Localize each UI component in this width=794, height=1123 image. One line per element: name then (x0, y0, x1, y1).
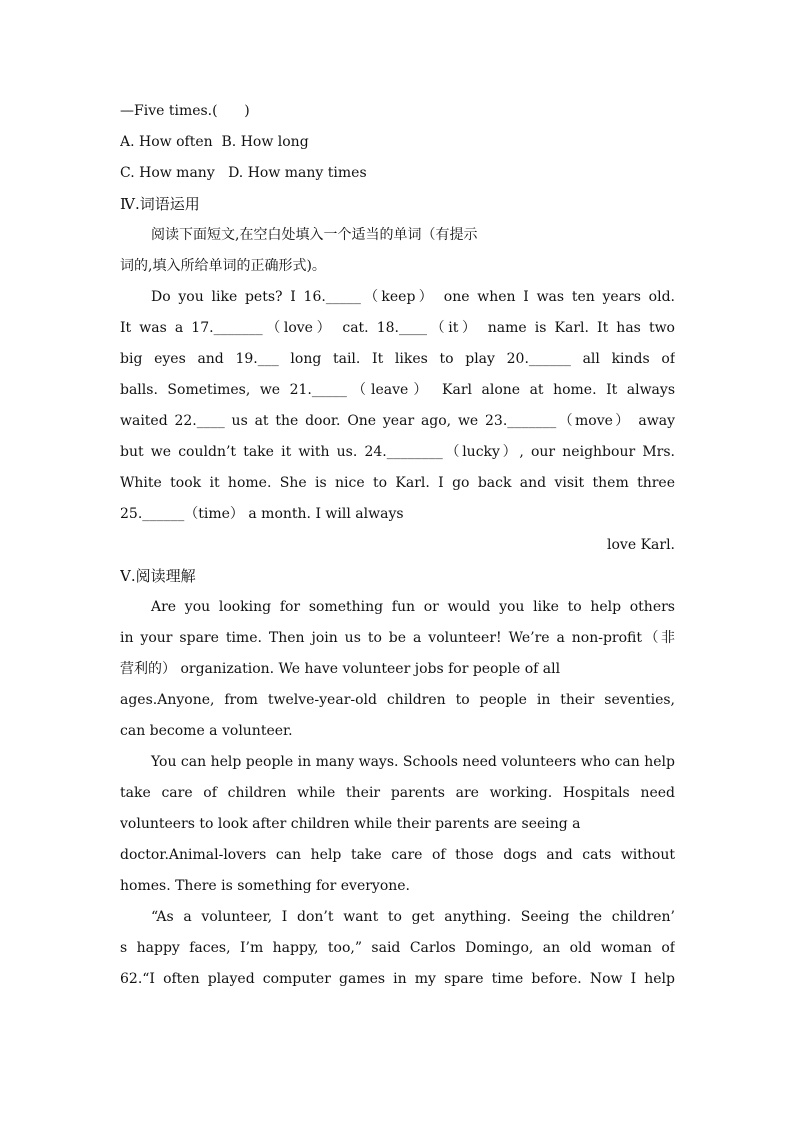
reading-line: ages.Anyone, from twelve-year-old children to people in their seventies, (120, 692, 675, 708)
passage-end: love Karl. (607, 537, 675, 553)
reading-line: 62.“I often played computer games in my spare time before. Now I help (120, 971, 675, 987)
reading-line: doctor.Animal-lovers can help take care of those dogs and cats without (120, 847, 675, 863)
section-4-heading: Ⅳ.词语运用 (120, 195, 200, 213)
section-4-instruction-line-2: 词的,填入所给单词的正确形式)。 (120, 258, 326, 274)
passage-line: but we couldn’t take it with us. 24.________（lucky）, our neighbour Mrs. (120, 444, 675, 460)
reading-line: “As a volunteer, I don’t want to get anything. Seeing the children’ (151, 909, 675, 925)
passage-line: Do you like pets? I 16._____（keep） one when I was ten years old. (151, 289, 675, 305)
section-5-heading: Ⅴ.阅读理解 (120, 567, 196, 585)
passage-line: big eyes and 19.___ long tail. It likes to play 20.______ all kinds of (120, 351, 675, 367)
answer-line: —Five times.( ) (120, 103, 250, 119)
section-4-instruction-line-1: 阅读下面短文,在空白处填入一个适当的单词（有提示 (151, 227, 478, 243)
passage-line: White took it home. She is nice to Karl. I go back and visit them three (120, 475, 675, 491)
options-row-1: A. How often B. How long (120, 134, 309, 150)
reading-line: in your spare time. Then join us to be a volunteer! We’re a non-profit（非 (120, 630, 675, 646)
document-page (120, 96, 675, 995)
passage-line: It was a 17._______（love） cat. 18.____（it） name is Karl. It has two (120, 320, 675, 336)
reading-line: 营利的） organization. We have volunteer jobs for people of all (120, 661, 561, 677)
passage-line: 25.______（time） a month. I will always (120, 506, 404, 522)
reading-line: take care of children while their parents are working. Hospitals need (120, 785, 675, 801)
passage-line: balls. Sometimes, we 21._____（leave） Karl alone at home. It always (120, 382, 675, 398)
reading-line: volunteers to look after children while their parents are seeing a (120, 816, 581, 832)
reading-line: s happy faces, I’m happy, too,” said Carlos Domingo, an old woman of (120, 940, 675, 956)
passage-line: waited 22.____ us at the door. One year ago, we 23._______（move） away (120, 413, 675, 429)
reading-line: can become a volunteer. (120, 723, 293, 739)
options-row-2: C. How many D. How many times (120, 165, 367, 181)
reading-line: You can help people in many ways. Schools need volunteers who can help (151, 754, 675, 770)
reading-line: homes. There is something for everyone. (120, 878, 411, 894)
reading-line: Are you looking for something fun or would you like to help others (151, 599, 675, 615)
